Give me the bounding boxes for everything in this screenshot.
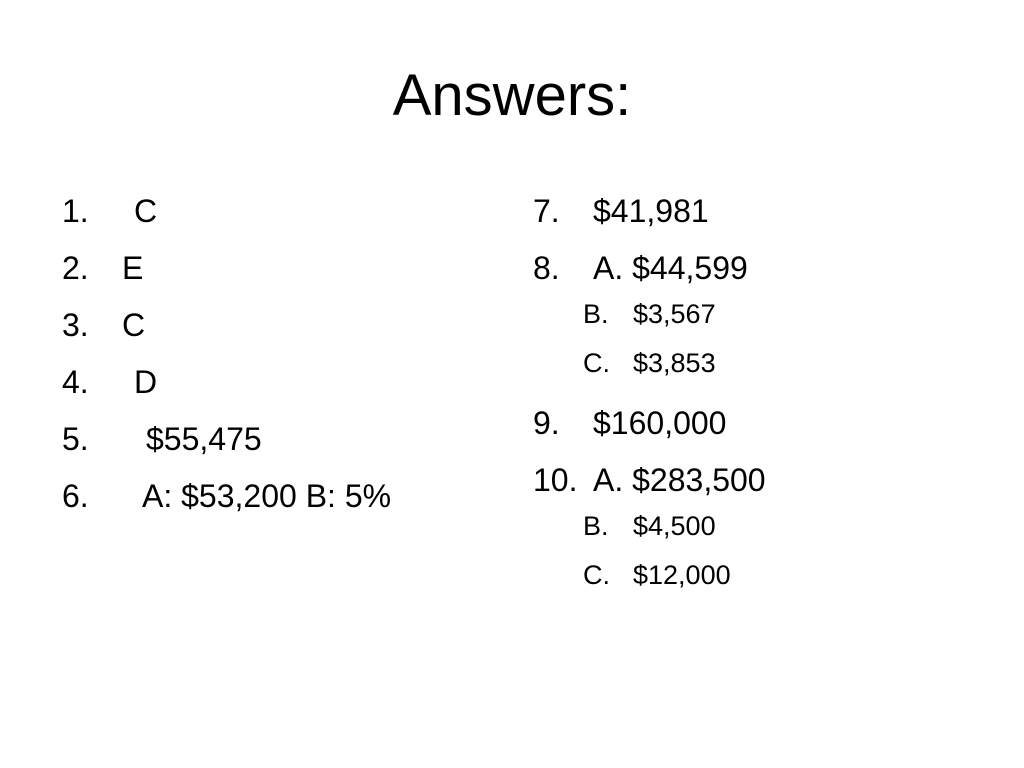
slide-title: Answers: xyxy=(392,63,632,128)
answer-number: 2. xyxy=(62,250,89,286)
sub-answer-text: $12,000 xyxy=(633,560,731,590)
answer-text: $41,981 xyxy=(593,193,709,229)
answer-text: A. $283,500 xyxy=(593,462,766,498)
answer-text: A. $44,599 xyxy=(593,250,748,286)
sub-answer-letter: C. xyxy=(583,560,610,590)
answer-item-10c xyxy=(533,559,973,608)
answer-number: 3. xyxy=(62,307,89,343)
sub-answer-letter: B. xyxy=(583,299,609,329)
answer-item-8 xyxy=(533,247,973,304)
answer-number: 8. xyxy=(533,250,560,286)
answer-text: C xyxy=(134,193,158,229)
answer-item-4 xyxy=(62,361,502,418)
answer-item-8b xyxy=(533,298,973,347)
answer-text: $55,475 xyxy=(146,421,262,457)
answer-item-5 xyxy=(62,418,502,475)
answers-left-column xyxy=(62,190,502,532)
answer-item-8c xyxy=(533,347,973,396)
answer-item-6 xyxy=(62,475,502,532)
answers-right-column xyxy=(533,190,973,614)
answer-number: 6. xyxy=(62,478,89,514)
answer-text: E xyxy=(122,250,144,286)
sub-answer-text: $3,853 xyxy=(633,348,716,378)
answer-item-1 xyxy=(62,190,502,247)
answer-item-9 xyxy=(533,402,973,459)
answer-text: $160,000 xyxy=(593,405,727,441)
sub-answer-text: $4,500 xyxy=(633,511,716,541)
answer-item-3 xyxy=(62,304,502,361)
answer-text: A: $53,200 B: 5% xyxy=(142,478,392,514)
answer-number: 1. xyxy=(62,193,89,229)
answer-text: D xyxy=(134,364,158,400)
answer-text: C xyxy=(122,307,146,343)
answer-item-7 xyxy=(533,190,973,247)
answer-number: 7. xyxy=(533,193,560,229)
answer-item-10 xyxy=(533,459,973,516)
sub-answer-letter: B. xyxy=(583,511,609,541)
answer-item-2 xyxy=(62,247,502,304)
answer-number: 4. xyxy=(62,364,89,400)
answer-number: 5. xyxy=(62,421,89,457)
sub-answer-letter: C. xyxy=(583,348,610,378)
sub-answer-text: $3,567 xyxy=(633,299,716,329)
answer-number: 10. xyxy=(533,462,578,498)
answer-number: 9. xyxy=(533,405,560,441)
answer-item-10b xyxy=(533,510,973,559)
